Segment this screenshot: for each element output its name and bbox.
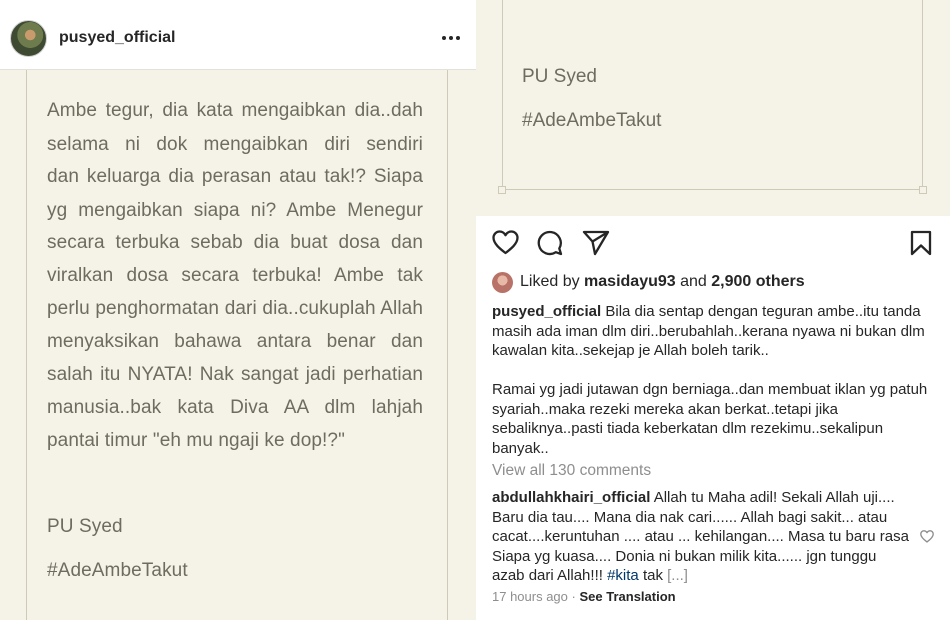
more-options-icon[interactable] (440, 27, 462, 49)
comment-icon[interactable] (537, 230, 563, 256)
post-text-line: menyaksikan bahawa antara benar dan (47, 331, 423, 352)
post-details-panel (476, 216, 950, 620)
bookmark-icon[interactable] (909, 230, 933, 256)
post-hashtag: #AdeAmbeTakut (522, 110, 662, 131)
quote-card-continuation (476, 0, 950, 216)
post-text-line: salah itu NYATA! Nak sangat jadi perhatian (47, 364, 423, 385)
caption-username[interactable]: pusyed_official (492, 303, 602, 320)
liker-username[interactable]: masidayu93 (584, 273, 676, 290)
post-text-line: yg mengaibkan siapa ni? Ambe Menegur (47, 200, 423, 221)
see-translation-button[interactable]: See Translation (579, 589, 676, 604)
caption (492, 302, 932, 361)
view-all-comments-link[interactable]: View all 130 comments (492, 462, 652, 479)
send-icon[interactable] (582, 230, 610, 256)
comment-hashtag[interactable]: #kita (607, 567, 639, 584)
post-text-line: manusia..bak kata Diva AA dlm lahjah (47, 397, 423, 418)
post-text-line: Ambe tegur, dia kata mengaibkan dia..dah (47, 100, 423, 121)
comment-meta (492, 589, 676, 604)
avatar[interactable] (10, 20, 47, 57)
post-text-line: perlu penghormatan dari dia..cukuplah Allah (47, 298, 423, 319)
card-corner-ornament (919, 186, 927, 194)
card-corner-ornament (498, 186, 506, 194)
quote-card (502, 0, 923, 190)
post-signature: PU Syed (522, 66, 597, 87)
comment (492, 488, 912, 586)
caption-paragraph: Ramai yg jadi jutawan dgn berniaga..dan membuat iklan yg patuh syariah..maka rezeki mereka akan berkat..tetapi jika sebaliknya..pasti tiada keberkatan dlm rezekimu..sekalipun banyak.. (492, 381, 928, 457)
meta-separator: · (571, 589, 576, 604)
post-header (0, 0, 476, 70)
likes-count[interactable]: 2,900 others (711, 273, 805, 290)
likes-prefix: Liked by (520, 273, 580, 290)
likes-summary (492, 272, 932, 294)
comment-more[interactable]: [...] (667, 567, 688, 584)
heart-icon[interactable] (492, 230, 519, 255)
timestamp: 17 hours ago (492, 589, 568, 604)
caption-text: Bila dia sentap dengan teguran ambe..itu tanda masih ada iman dlm diri..berubahlah..kerana nyawa ni bukan dlm kawalan kita..sekejap je Allah boleh tarik.. (492, 303, 925, 359)
post-signature: PU Syed (47, 516, 123, 537)
post-text-line: dan keluarga dia perasan atau tak!? Siapa (47, 166, 423, 187)
post-text-line: secara terbuka sebab dia buat dosa dan (47, 232, 423, 253)
liker-avatar[interactable] (492, 272, 513, 293)
comment-tail: tak (642, 567, 663, 584)
comment-text: Allah tu Maha adil! Sekali Allah uji.... Baru dia tau.... Mana dia nak cari...... Allah bagi sakit... atau cacat....keruntuhan .... atau ... kehilangan.... Masa tu baru rasa Siapa yg kuasa.... Donia ni bukan milik kita...... jgn tunggu azab dari Allah!!! (492, 489, 909, 584)
post-text-line: viralkan dosa secara terbuka! Ambe tak (47, 265, 423, 286)
post-text-line: selama ni dok mengaibkan diri sendiri (47, 134, 423, 155)
comment-like-icon[interactable] (920, 530, 934, 543)
comment-username[interactable]: abdullahkhairi_official (492, 489, 651, 506)
likes-joiner: and (680, 273, 707, 290)
post-hashtag: #AdeAmbeTakut (47, 560, 188, 581)
username[interactable]: pusyed_official (59, 29, 176, 46)
post-text-line: pantai timur "eh mu ngaji ke dop!?" (47, 430, 345, 451)
likes-text (520, 273, 805, 291)
